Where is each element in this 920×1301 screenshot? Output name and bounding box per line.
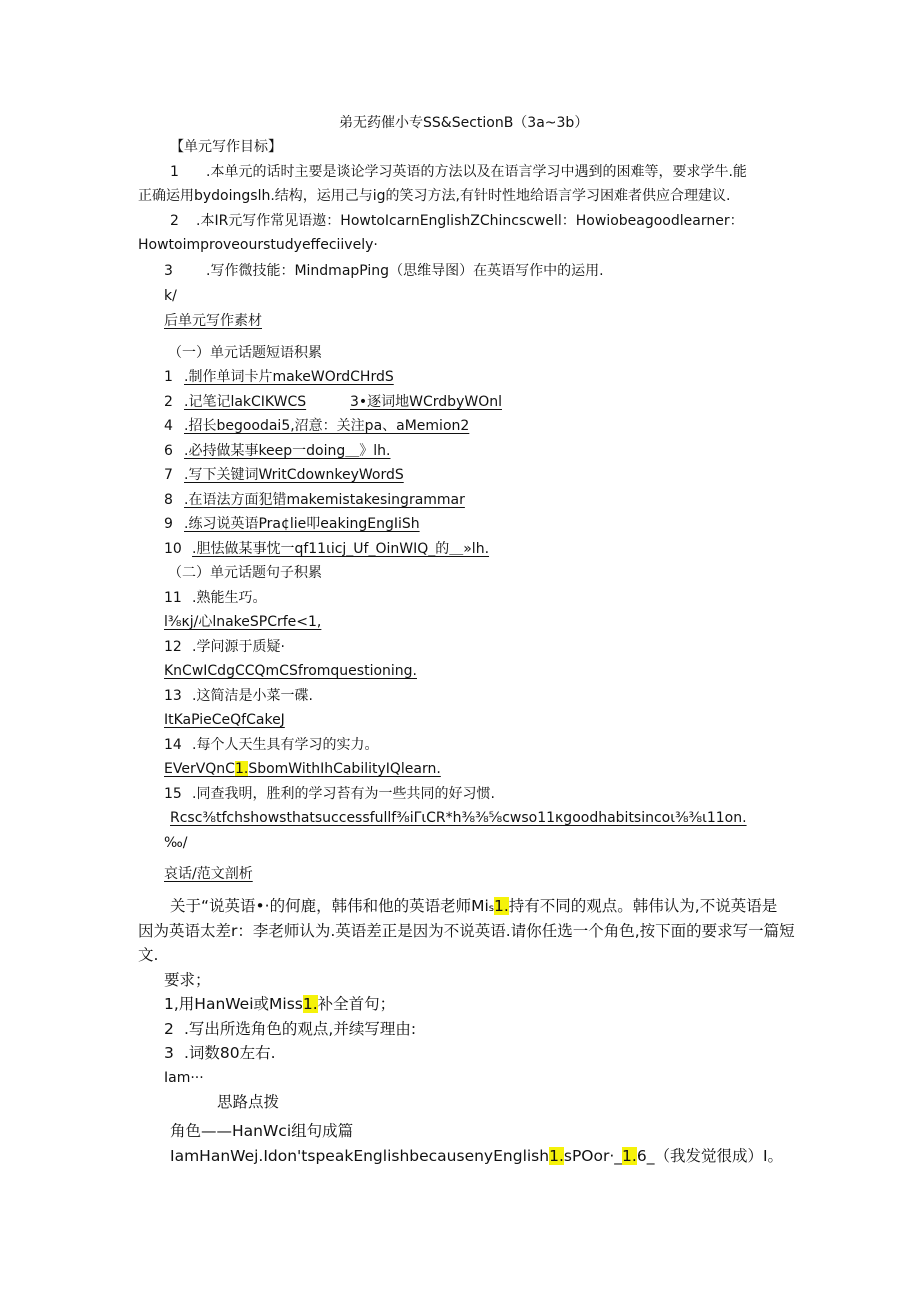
phrase-7 [164, 465, 404, 485]
phrase-number: 6 [164, 443, 173, 459]
goal-2-line-2: Howtoimproveourstudyeffeciively· [138, 237, 378, 253]
requirement-part: 补全首句； [317, 995, 396, 1013]
highlight-mark: 1. [234, 761, 249, 777]
sentence-number: 11 [164, 590, 182, 606]
sentence-14-zh [164, 735, 378, 755]
sentence-11-en: l⅜κj/心lnakeSPCrfe<1, [164, 614, 322, 630]
sentence-number: 13 [164, 688, 182, 704]
requirement-2 [164, 1019, 416, 1039]
phrase-text: .招长begoodai5,沼意：关注pa、aMemion2 [184, 418, 470, 434]
phrase-2 [164, 392, 306, 412]
phrase-9 [164, 514, 420, 534]
sentence-11-zh [164, 588, 266, 608]
sentence-15-zh [164, 784, 495, 804]
sentence-zh: .同查我明，胜利的学习苔有为一些共同的好习惯. [192, 786, 495, 802]
sentence-zh: .熟能生巧。 [192, 590, 267, 606]
phrase-text: .写下关键词WritCdownkeyWordS [184, 467, 404, 483]
highlight-mark: 1. [622, 1147, 637, 1165]
phrase-text: .必持做某事keep一doing＿》lh. [184, 443, 391, 459]
sentence-zh: .学问源于质疑· [192, 639, 285, 655]
phrase-text: .练习说英语Pra¢lie叩eakingEngIiSh [184, 516, 420, 532]
requirement-number: 2 [164, 1020, 174, 1038]
page-title: 弟无药催小专SS&SectionB（3a~3b） [339, 115, 589, 131]
phrase-number: 9 [164, 516, 173, 532]
goal-text: .本IR元写作常见语遨：HowtoIcarnEnglishZChincscwell：Howiobeagoodlearner： [196, 213, 744, 229]
sentence-13-zh [164, 686, 313, 706]
prompt-line-3: 文. [138, 946, 159, 964]
final-part: sPOor·_ [563, 1147, 623, 1165]
tips-heading: 思路点拨 [217, 1093, 280, 1111]
phrase-4 [164, 416, 469, 436]
phrase-number: 4 [164, 418, 173, 434]
sentence-12-zh [164, 637, 285, 657]
phrase-text: .记笔记lakCIKWCS [184, 394, 307, 410]
final-part: IamHanWej.Idon'tspeakEnglishbecausenyEnglish [170, 1147, 550, 1165]
highlight-mark: 1. [549, 1147, 564, 1165]
goal-number: 1 [170, 164, 179, 180]
section-marker: k/ [164, 288, 177, 304]
prompt-part: 持有不同的观点。韩伟认为,不说英语是 [508, 897, 778, 915]
phrase-number: 10 [164, 541, 182, 557]
requirement-part: 1,用HanWei或Miss [164, 995, 303, 1013]
phrase-6 [164, 441, 391, 461]
requirements-heading: 要求； [164, 971, 211, 989]
final-part: 6_（我发觉很成）I。 [636, 1147, 784, 1165]
goal-1-line-2: 正确运用bydoingslh.结构，运用己与ig的笑习方法,有针时性地给语言学习困难者供应合理建议. [138, 188, 731, 204]
sentence-en-part: EVerVQnC [164, 761, 235, 777]
requirement-text: .写出所选角色的观点,并续写理由: [184, 1020, 417, 1038]
prompt-line-2: 因为英语太差r：李老师认为.英语差正是因为不说英语.请你任选一个角色,按下面的要求写一篇短 [138, 922, 795, 940]
prompt-part: 关于“说英语•·的何鹿，韩伟和他的英语老师Mi [170, 897, 489, 915]
phrases-heading: （一）单元话题短语积累 [168, 345, 322, 361]
phrase-text: .胆怯做某事忱一qf11ιicj_Uf_OinWIQ_的＿»lh. [192, 541, 490, 557]
goal-text: .写作微技能：MindmapPing（思维导图）在英语写作中的运用. [206, 263, 604, 279]
phrase-number: 8 [164, 492, 173, 508]
phrase-1 [164, 367, 394, 387]
goal-number: 2 [170, 213, 179, 229]
goal-3 [164, 261, 604, 281]
phrase-10 [164, 539, 489, 559]
goal-2-line-1 [170, 211, 744, 231]
sentence-number: 14 [164, 737, 182, 753]
phrase-number: 1 [164, 369, 173, 385]
phrase-number: 2 [164, 394, 173, 410]
requirement-text: .词数80左右. [184, 1044, 276, 1062]
goal-1-line-1 [170, 162, 747, 182]
prompt-part: s [488, 903, 494, 914]
final-sentence [170, 1146, 783, 1166]
sentence-13-en: ItKaPieCeQfCakeJ [164, 712, 285, 728]
goals-heading: 【单元写作目标】 [170, 139, 282, 155]
sentence-number: 12 [164, 639, 182, 655]
phrase-text: .在语法方面犯错makemistakesingrammar [184, 492, 465, 508]
materials-heading: 后单元写作素材 [164, 313, 262, 329]
requirement-1 [164, 994, 395, 1014]
sentence-14-en [164, 759, 441, 779]
sentence-12-en: KnCwICdgCCQmCSfromquestioning. [164, 663, 417, 679]
highlight-mark: 1. [494, 897, 509, 915]
requirement-number: 3 [164, 1044, 174, 1062]
iam-line: Iam··· [164, 1070, 204, 1086]
sentence-zh: .每个人天生具有学习的实力。 [192, 737, 379, 753]
section-marker: ‰/ [164, 835, 188, 851]
highlight-mark: 1. [302, 995, 318, 1013]
goal-text: .本单元的话时主要是谈论学习英语的方法以及在语言学习中遇到的困难等，要求学牛.能 [206, 164, 747, 180]
role-line: 角色——HanWci组句成篇 [170, 1122, 354, 1140]
phrase-3: 3•逐词地WCrdbyWOnl [350, 394, 502, 410]
analysis-heading: 哀话/范文剖析 [164, 866, 253, 882]
requirement-3 [164, 1043, 276, 1063]
goal-number: 3 [164, 263, 173, 279]
sentence-15-en: Rcsc⅜tfchshowsthatsuccessfullf⅜iΓιCR*h⅜⅜⅝cwso11κgoodhabitsincoι⅜⅜ι11on. [170, 810, 747, 826]
phrase-8 [164, 490, 465, 510]
sentence-en-part: SbomWithIhCabilityIQlearn. [248, 761, 441, 777]
phrase-text: .制作单词卡片makeWOrdCHrdS [184, 369, 394, 385]
prompt-line-1 [170, 896, 777, 919]
sentence-zh: .这简洁是小菜一碟. [192, 688, 313, 704]
sentences-heading: （二）单元话题句子积累 [168, 565, 322, 581]
sentence-number: 15 [164, 786, 182, 802]
phrase-number: 7 [164, 467, 173, 483]
